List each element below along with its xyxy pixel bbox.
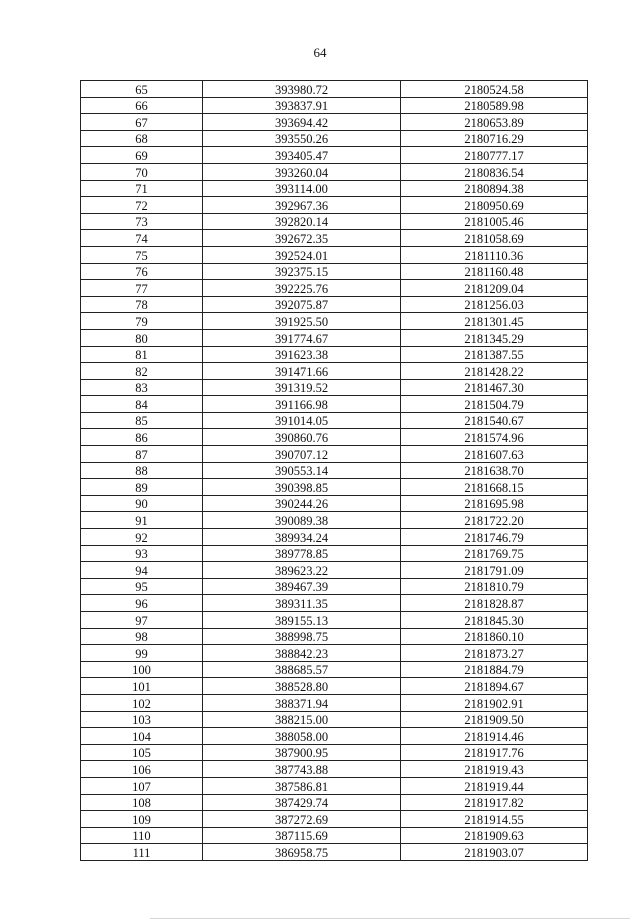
- y-coordinate-cell: 2181909.63: [401, 827, 588, 844]
- point-number-cell: 86: [81, 429, 203, 446]
- point-number-cell: 83: [81, 379, 203, 396]
- x-coordinate-cell: 392075.87: [203, 296, 401, 313]
- y-coordinate-cell: 2180589.98: [401, 97, 588, 114]
- point-number-cell: 84: [81, 396, 203, 413]
- point-number-cell: 104: [81, 728, 203, 745]
- x-coordinate-cell: 387586.81: [203, 777, 401, 794]
- y-coordinate-cell: 2181884.79: [401, 661, 588, 678]
- x-coordinate-cell: 388215.00: [203, 711, 401, 728]
- point-number-cell: 91: [81, 512, 203, 529]
- y-coordinate-cell: 2181791.09: [401, 562, 588, 579]
- y-coordinate-cell: 2181860.10: [401, 628, 588, 645]
- table-row: [81, 612, 588, 629]
- y-coordinate-cell: 2181607.63: [401, 446, 588, 463]
- table-row: [81, 495, 588, 512]
- y-coordinate-cell: 2181345.29: [401, 329, 588, 346]
- point-number-cell: 87: [81, 446, 203, 463]
- coordinates-table: [80, 80, 588, 861]
- point-number-cell: 98: [81, 628, 203, 645]
- point-number-cell: 106: [81, 761, 203, 778]
- point-number-cell: 65: [81, 81, 203, 98]
- table-row: [81, 678, 588, 695]
- table-row: [81, 97, 588, 114]
- y-coordinate-cell: 2180777.17: [401, 147, 588, 164]
- y-coordinate-cell: 2181873.27: [401, 645, 588, 662]
- page-number: 64: [313, 45, 327, 60]
- point-number-cell: 107: [81, 777, 203, 794]
- table-row: [81, 728, 588, 745]
- point-number-cell: 72: [81, 197, 203, 214]
- y-coordinate-cell: 2181387.55: [401, 346, 588, 363]
- x-coordinate-cell: 391925.50: [203, 313, 401, 330]
- point-number-cell: 103: [81, 711, 203, 728]
- x-coordinate-cell: 391319.52: [203, 379, 401, 396]
- y-coordinate-cell: 2181005.46: [401, 213, 588, 230]
- y-coordinate-cell: 2181810.79: [401, 578, 588, 595]
- point-number-cell: 74: [81, 230, 203, 247]
- x-coordinate-cell: 386958.75: [203, 844, 401, 861]
- y-coordinate-cell: 2181209.04: [401, 280, 588, 297]
- y-coordinate-cell: 2181917.82: [401, 794, 588, 811]
- x-coordinate-cell: 390089.38: [203, 512, 401, 529]
- x-coordinate-cell: 391774.67: [203, 329, 401, 346]
- y-coordinate-cell: 2181919.44: [401, 777, 588, 794]
- y-coordinate-cell: 2181914.46: [401, 728, 588, 745]
- y-coordinate-cell: 2180716.29: [401, 130, 588, 147]
- point-number-cell: 75: [81, 246, 203, 263]
- x-coordinate-cell: 392524.01: [203, 246, 401, 263]
- table-row: [81, 462, 588, 479]
- x-coordinate-cell: 387900.95: [203, 744, 401, 761]
- table-row: [81, 479, 588, 496]
- x-coordinate-cell: 393550.26: [203, 130, 401, 147]
- x-coordinate-cell: 393837.91: [203, 97, 401, 114]
- table-row: [81, 545, 588, 562]
- point-number-cell: 71: [81, 180, 203, 197]
- point-number-cell: 97: [81, 612, 203, 629]
- x-coordinate-cell: 390244.26: [203, 495, 401, 512]
- table-row: [81, 844, 588, 861]
- table-row: [81, 645, 588, 662]
- x-coordinate-cell: 389311.35: [203, 595, 401, 612]
- x-coordinate-cell: 390707.12: [203, 446, 401, 463]
- x-coordinate-cell: 389155.13: [203, 612, 401, 629]
- table-row: [81, 694, 588, 711]
- y-coordinate-cell: 2180950.69: [401, 197, 588, 214]
- point-number-cell: 80: [81, 329, 203, 346]
- point-number-cell: 70: [81, 163, 203, 180]
- table-row: [81, 827, 588, 844]
- x-coordinate-cell: 387429.74: [203, 794, 401, 811]
- x-coordinate-cell: 389467.39: [203, 578, 401, 595]
- x-coordinate-cell: 388371.94: [203, 694, 401, 711]
- point-number-cell: 102: [81, 694, 203, 711]
- y-coordinate-cell: 2181301.45: [401, 313, 588, 330]
- point-number-cell: 96: [81, 595, 203, 612]
- x-coordinate-cell: 388685.57: [203, 661, 401, 678]
- point-number-cell: 90: [81, 495, 203, 512]
- point-number-cell: 81: [81, 346, 203, 363]
- table-row: [81, 346, 588, 363]
- y-coordinate-cell: 2180836.54: [401, 163, 588, 180]
- x-coordinate-cell: 391471.66: [203, 363, 401, 380]
- x-coordinate-cell: 390398.85: [203, 479, 401, 496]
- x-coordinate-cell: 388998.75: [203, 628, 401, 645]
- table-row: [81, 562, 588, 579]
- table-row: [81, 230, 588, 247]
- table-row: [81, 811, 588, 828]
- table-row: [81, 163, 588, 180]
- x-coordinate-cell: 387743.88: [203, 761, 401, 778]
- x-coordinate-cell: 390860.76: [203, 429, 401, 446]
- y-coordinate-cell: 2181769.75: [401, 545, 588, 562]
- point-number-cell: 77: [81, 280, 203, 297]
- y-coordinate-cell: 2181828.87: [401, 595, 588, 612]
- table-row: [81, 246, 588, 263]
- point-number-cell: 68: [81, 130, 203, 147]
- y-coordinate-cell: 2181695.98: [401, 495, 588, 512]
- y-coordinate-cell: 2181909.50: [401, 711, 588, 728]
- x-coordinate-cell: 393114.00: [203, 180, 401, 197]
- table-row: [81, 446, 588, 463]
- point-number-cell: 69: [81, 147, 203, 164]
- table-row: [81, 130, 588, 147]
- y-coordinate-cell: 2181467.30: [401, 379, 588, 396]
- point-number-cell: 89: [81, 479, 203, 496]
- x-coordinate-cell: 390553.14: [203, 462, 401, 479]
- table-row: [81, 429, 588, 446]
- x-coordinate-cell: 392225.76: [203, 280, 401, 297]
- x-coordinate-cell: 388058.00: [203, 728, 401, 745]
- table-row: [81, 711, 588, 728]
- x-coordinate-cell: 389623.22: [203, 562, 401, 579]
- table-row: [81, 529, 588, 546]
- y-coordinate-cell: 2181917.76: [401, 744, 588, 761]
- y-coordinate-cell: 2181638.70: [401, 462, 588, 479]
- table-row: [81, 363, 588, 380]
- x-coordinate-cell: 389778.85: [203, 545, 401, 562]
- point-number-cell: 111: [81, 844, 203, 861]
- y-coordinate-cell: 2181845.30: [401, 612, 588, 629]
- table-row: [81, 197, 588, 214]
- table-row: [81, 81, 588, 98]
- point-number-cell: 82: [81, 363, 203, 380]
- table-row: [81, 329, 588, 346]
- x-coordinate-cell: 393980.72: [203, 81, 401, 98]
- x-coordinate-cell: 389934.24: [203, 529, 401, 546]
- table-row: [81, 396, 588, 413]
- x-coordinate-cell: 393405.47: [203, 147, 401, 164]
- table-row: [81, 114, 588, 131]
- y-coordinate-cell: 2181902.91: [401, 694, 588, 711]
- table-row: [81, 280, 588, 297]
- table-row: [81, 578, 588, 595]
- table-row: [81, 661, 588, 678]
- table-row: [81, 412, 588, 429]
- point-number-cell: 93: [81, 545, 203, 562]
- table-row: [81, 595, 588, 612]
- scan-edge-line: [150, 918, 630, 919]
- point-number-cell: 73: [81, 213, 203, 230]
- y-coordinate-cell: 2181914.55: [401, 811, 588, 828]
- table-row: [81, 628, 588, 645]
- point-number-cell: 67: [81, 114, 203, 131]
- x-coordinate-cell: 391014.05: [203, 412, 401, 429]
- x-coordinate-cell: 393694.42: [203, 114, 401, 131]
- y-coordinate-cell: 2181903.07: [401, 844, 588, 861]
- point-number-cell: 94: [81, 562, 203, 579]
- y-coordinate-cell: 2181746.79: [401, 529, 588, 546]
- x-coordinate-cell: 391623.38: [203, 346, 401, 363]
- point-number-cell: 105: [81, 744, 203, 761]
- table-row: [81, 379, 588, 396]
- point-number-cell: 92: [81, 529, 203, 546]
- table-row: [81, 761, 588, 778]
- table-row: [81, 213, 588, 230]
- point-number-cell: 88: [81, 462, 203, 479]
- point-number-cell: 66: [81, 97, 203, 114]
- y-coordinate-cell: 2181058.69: [401, 230, 588, 247]
- x-coordinate-cell: 387115.69: [203, 827, 401, 844]
- point-number-cell: 79: [81, 313, 203, 330]
- y-coordinate-cell: 2181540.67: [401, 412, 588, 429]
- point-number-cell: 99: [81, 645, 203, 662]
- point-number-cell: 76: [81, 263, 203, 280]
- y-coordinate-cell: 2181668.15: [401, 479, 588, 496]
- x-coordinate-cell: 393260.04: [203, 163, 401, 180]
- table-row: [81, 777, 588, 794]
- x-coordinate-cell: 392375.15: [203, 263, 401, 280]
- point-number-cell: 110: [81, 827, 203, 844]
- x-coordinate-cell: 388528.80: [203, 678, 401, 695]
- y-coordinate-cell: 2181160.48: [401, 263, 588, 280]
- coordinates-table-body: [81, 81, 588, 861]
- point-number-cell: 100: [81, 661, 203, 678]
- table-row: [81, 512, 588, 529]
- y-coordinate-cell: 2181919.43: [401, 761, 588, 778]
- y-coordinate-cell: 2180653.89: [401, 114, 588, 131]
- y-coordinate-cell: 2181722.20: [401, 512, 588, 529]
- point-number-cell: 95: [81, 578, 203, 595]
- x-coordinate-cell: 392820.14: [203, 213, 401, 230]
- point-number-cell: 85: [81, 412, 203, 429]
- y-coordinate-cell: 2180894.38: [401, 180, 588, 197]
- table-row: [81, 263, 588, 280]
- y-coordinate-cell: 2181894.67: [401, 678, 588, 695]
- y-coordinate-cell: 2181256.03: [401, 296, 588, 313]
- point-number-cell: 108: [81, 794, 203, 811]
- y-coordinate-cell: 2181110.36: [401, 246, 588, 263]
- x-coordinate-cell: 388842.23: [203, 645, 401, 662]
- point-number-cell: 109: [81, 811, 203, 828]
- point-number-cell: 78: [81, 296, 203, 313]
- y-coordinate-cell: 2181504.79: [401, 396, 588, 413]
- y-coordinate-cell: 2181574.96: [401, 429, 588, 446]
- y-coordinate-cell: 2180524.58: [401, 81, 588, 98]
- table-row: [81, 313, 588, 330]
- table-row: [81, 147, 588, 164]
- table-row: [81, 180, 588, 197]
- x-coordinate-cell: 387272.69: [203, 811, 401, 828]
- x-coordinate-cell: 391166.98: [203, 396, 401, 413]
- table-row: [81, 744, 588, 761]
- point-number-cell: 101: [81, 678, 203, 695]
- table-row: [81, 794, 588, 811]
- table-row: [81, 296, 588, 313]
- x-coordinate-cell: 392672.35: [203, 230, 401, 247]
- x-coordinate-cell: 392967.36: [203, 197, 401, 214]
- y-coordinate-cell: 2181428.22: [401, 363, 588, 380]
